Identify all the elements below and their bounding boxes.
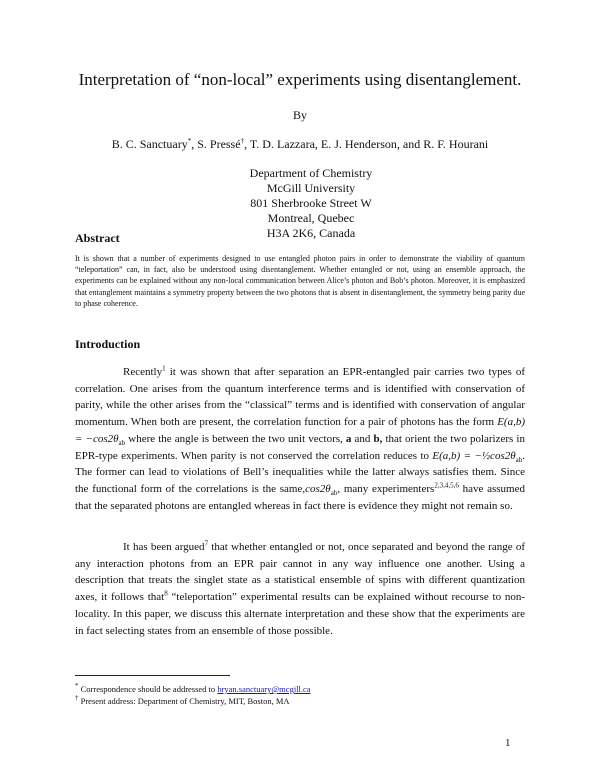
- p2-text: “teleportation” experimental results can be explained without recourse to non-locality. In this paper, we discuss this alternate interpretation and these show that the experiments are in fact selecting states from an ensemble of those possible.: [75, 591, 526, 637]
- p1-text: and: [351, 432, 374, 445]
- p1-text: Recently: [123, 366, 163, 378]
- introduction-heading: Introduction: [75, 337, 141, 351]
- p1-text: where the angle is between the two unit vectors,: [125, 432, 346, 445]
- intro-paragraph-2: [75, 539, 525, 639]
- footnote-divider: [75, 675, 230, 676]
- p1-text: it was shown that after separation an EPR-entangled pair carries two types of correlation. One arises from the quantum interference terms and is identified with conservation of parity, while the other arises from the “classical” terms and is identified with conservation of angular momentum. When both are present, the correlation function for a pair of photons has the form: [75, 366, 525, 429]
- university: McGill University: [266, 181, 356, 195]
- footnote-mark: †: [75, 694, 79, 703]
- vector-a: a: [345, 432, 352, 445]
- equation-subscript: ab: [330, 489, 338, 498]
- footnotes: [75, 683, 311, 707]
- reference-marker: 7: [204, 539, 209, 548]
- intro-paragraph-1: [75, 364, 525, 514]
- footnote-text: Correspondence should be addressed to: [78, 684, 218, 694]
- reference-marker: 2,3,4,5,6: [434, 481, 459, 490]
- department: Department of Chemistry: [249, 166, 373, 180]
- author-sanctuary: B. C. Sanctuary: [111, 137, 188, 151]
- author-presse: , S. Pressé: [191, 137, 241, 151]
- equation-parity-correlation: E(a,b) = −cos2θ: [75, 416, 525, 445]
- author-others: , T. D. Lazzara, E. J. Henderson, and R. F. Hourani: [244, 137, 489, 151]
- author-mark-dagger: †: [240, 137, 245, 145]
- p1-text: that orient the two polarizers in EPR-type experiments. When parity is not conserved the correlation reduces to: [75, 432, 525, 462]
- equation-subscript: ab: [118, 439, 126, 447]
- author-mark-star: *: [187, 137, 192, 145]
- page-number: 1: [505, 737, 511, 749]
- p1-text: have assumed that the separated photons are entangled whereas in fact there is evidence they might not remain so.: [75, 482, 525, 512]
- city: Montreal, Quebec: [267, 211, 355, 225]
- paper-title: Interpretation of “non-local” experiments using disentanglement.: [78, 70, 522, 89]
- by-label: By: [292, 108, 307, 122]
- author-list: [0, 137, 600, 152]
- vector-b: b,: [373, 432, 383, 445]
- footnote-text: Present address: Department of Chemistry, MIT, Boston, MA: [78, 696, 290, 706]
- affiliation-block: [236, 166, 386, 241]
- footnote-present-address: [75, 695, 311, 707]
- reference-marker: 8: [164, 589, 168, 598]
- p2-text: that whether entangled or not, once separated and beyond the range of any interaction photons from an EPR pair cannot in any way influence one another. Using a description that treats the singlet state as a statistical ensemble of spins with different quantization axes, it follows that: [75, 541, 525, 604]
- p1-text: , many experimenters: [337, 482, 435, 495]
- footnote-correspondence: [75, 683, 311, 695]
- footnote-mark: *: [75, 682, 79, 691]
- reference-marker: 1: [162, 364, 166, 373]
- equation-reduced-correlation: E(a,b) = −½cos2θ: [432, 449, 516, 462]
- abstract-heading: Abstract: [75, 231, 120, 245]
- abstract-text: It is shown that a number of experiments designed to use entangled photon pairs in order to demonstrate the viability of quantum “teleportation” can, in fact, also be understood using disentanglement. Whether entangled or not, using an ensemble approach, the experiments can be explained without any non-local communication between Alice’s photon and Bob’s photon. Moreover, it is emphasized that entanglement maintains a symmetry property between the two photons that is absent in disentanglement, the symmetry being parity due to phase coherence.: [75, 254, 525, 308]
- p1-text: . The former can lead to violations of Bell’s inequalities while the latter always satisfies them. Since the functional form of the correlations is the same,: [75, 449, 525, 495]
- equation-cos: cos2θ: [305, 482, 331, 495]
- email-link[interactable]: bryan.sanctuary@mcgill.ca: [217, 684, 311, 694]
- p2-text: It has been argued: [123, 541, 205, 553]
- street-address: 801 Sherbrooke Street W: [250, 196, 372, 210]
- equation-subscript: ab: [515, 455, 523, 464]
- postal-code: H3A 2K6, Canada: [266, 226, 356, 240]
